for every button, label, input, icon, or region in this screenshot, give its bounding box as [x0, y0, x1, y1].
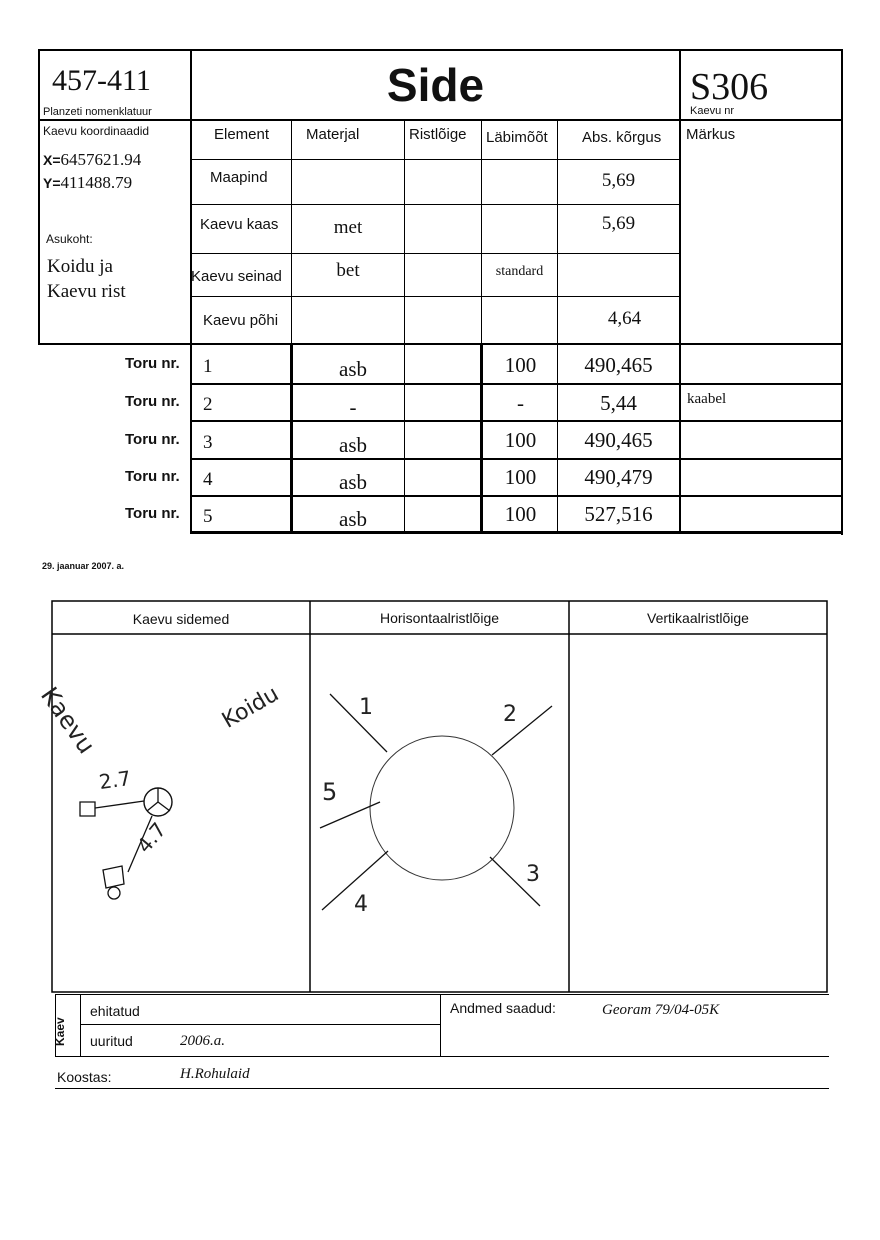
y-value: 411488.79 [60, 173, 133, 192]
updated-value: 2006.a. [180, 1033, 225, 1049]
header-abs-height: Abs. kõrgus [582, 129, 662, 146]
x-value: 6457621.94 [60, 150, 142, 169]
pipe-label-5: 5 [322, 778, 338, 806]
header-material: Materjal [306, 126, 360, 143]
col-well-links: Kaevu sidemed [132, 611, 230, 627]
pipe-diameter: 100 [504, 428, 537, 452]
row-material-lid: met [333, 217, 363, 238]
pipe-material: asb [339, 470, 367, 494]
hand-distance-1: 2.7 [97, 765, 133, 795]
reference-corner-icon [103, 866, 124, 888]
header-element: Element [213, 126, 270, 143]
reference-corner-icon [80, 802, 95, 816]
author-label: Koostas: [57, 1069, 112, 1085]
row-material-walls: bet [336, 260, 360, 281]
pipe-number: 2 [203, 394, 213, 415]
pipe-material: asb [339, 357, 367, 381]
pipe-note: kaabel [687, 391, 727, 407]
updated-label: uuritud [90, 1033, 133, 1049]
pipe-diameter: 100 [504, 502, 537, 526]
page-title: Side [386, 59, 485, 111]
col-vertical-section: Vertikaalristlõige [647, 610, 749, 626]
location-label: Asukoht: [46, 232, 93, 246]
location-line-1: Koidu ja [47, 256, 113, 277]
pipe-diameter: 100 [504, 465, 537, 489]
pipe-material: - [349, 395, 357, 419]
well-number-label: Kaevu nr [690, 105, 735, 117]
nomenclature-value: 457-411 [52, 64, 151, 97]
pipe-label-1: 1 [359, 695, 373, 720]
pipe-abs-height: 527,516 [584, 502, 653, 526]
coords-label: Kaevu koordinaadid [43, 124, 150, 138]
pipe-label-3: 3 [526, 862, 540, 887]
hand-distance-2: 4.7 [132, 817, 171, 858]
pipe-material: asb [339, 433, 367, 457]
location-line-2: Kaevu rist [47, 281, 126, 302]
pipe-diameter: 100 [504, 353, 537, 377]
row-abs-ground: 5,69 [601, 170, 636, 191]
row-element-walls: Kaevu seinad [191, 268, 282, 285]
hand-label-koidu: Koidu [218, 681, 284, 734]
hand-label-kaevu: Kaevu [35, 682, 101, 759]
pipe-abs-height: 490,465 [584, 353, 653, 377]
col-horizontal-section: Horisontaalristlõige [379, 610, 500, 626]
pipe-label: Toru nr. [125, 355, 180, 372]
pipe-label-4: 4 [354, 892, 368, 917]
well-number: S306 [690, 66, 769, 108]
pipe-number: 1 [203, 356, 213, 377]
row-element-bottom: Kaevu põhi [203, 312, 279, 329]
x-label: X= [43, 152, 61, 168]
pipe-abs-height: 5,44 [600, 391, 637, 415]
pipe-material: asb [339, 507, 367, 531]
pipe-label: Toru nr. [125, 468, 180, 485]
pipe-number: 5 [203, 506, 213, 527]
row-abs-bottom: 4,64 [607, 308, 642, 329]
document-date: 29. jaanuar 2007. a. [42, 561, 125, 571]
kaev-label: Kaev [53, 1017, 67, 1046]
header-remarks: Märkus [686, 126, 736, 143]
y-label: Y= [43, 175, 61, 191]
row-abs-lid: 5,69 [601, 213, 636, 234]
source-label: Andmed saadud: [450, 1000, 556, 1016]
pipe-number: 3 [203, 432, 213, 453]
pipe-label: Toru nr. [125, 393, 180, 410]
row-element-ground: Maapind [210, 169, 268, 186]
pipe-label-2: 2 [503, 702, 517, 727]
row-element-lid: Kaevu kaas [200, 216, 279, 233]
pipe-number: 4 [203, 469, 213, 490]
built-label: ehitatud [90, 1003, 140, 1019]
pipe-2-line [492, 706, 552, 755]
pipe-abs-height: 490,465 [584, 428, 653, 452]
pipe-abs-height: 490,479 [584, 465, 653, 489]
author-value: H.Rohulaid [180, 1066, 250, 1082]
pipe-label: Toru nr. [125, 431, 180, 448]
header-cross-section: Ristlõige [409, 126, 467, 143]
header-diameter: Läbimõõt [486, 129, 548, 146]
row-diameter-walls: standard [495, 264, 544, 279]
pipe-label: Toru nr. [125, 505, 180, 522]
nomenclature-label: Planzeti nomenklatuur [43, 106, 152, 118]
well-circle [370, 736, 514, 880]
source-value: Georam 79/04-05K [602, 1002, 720, 1018]
pipe-diameter: - [517, 391, 524, 415]
